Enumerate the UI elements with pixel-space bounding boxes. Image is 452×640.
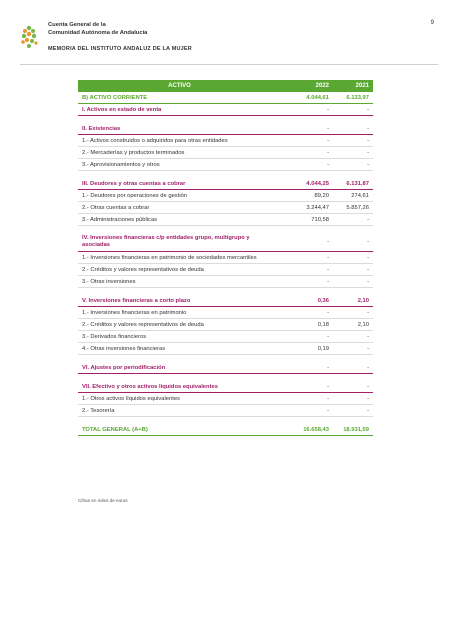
value-2022: - [281, 276, 333, 288]
value-2021: - [333, 147, 373, 159]
row-label: TOTAL GENERAL (A+B) [78, 424, 281, 436]
row-label: 3.- Derivados financieros [78, 331, 281, 343]
value-2022: - [281, 104, 333, 116]
row-label: II. Existencias [78, 123, 281, 135]
balance-table [78, 80, 373, 436]
item-row [78, 202, 373, 214]
row-label: 3.- Administraciones públicas [78, 214, 281, 226]
spacer-row [78, 288, 373, 296]
spacer-cell [78, 374, 373, 382]
value-2022: - [281, 381, 333, 393]
item-row [78, 214, 373, 226]
value-2021: - [333, 123, 373, 135]
value-2022: - [281, 233, 333, 252]
item-row [78, 319, 373, 331]
item-row [78, 343, 373, 355]
value-2022: - [281, 307, 333, 319]
value-2021: - [333, 343, 373, 355]
value-2022: - [281, 159, 333, 171]
value-2021: - [333, 276, 373, 288]
value-2021: 6.131,87 [333, 178, 373, 190]
value-2022: 0,18 [281, 319, 333, 331]
row-label: 3.- Otras inversiones [78, 276, 281, 288]
value-2022: - [281, 252, 333, 264]
value-2022: 0,19 [281, 343, 333, 355]
row-label: III. Deudores y otras cuentas a cobrar [78, 178, 281, 190]
item-row [78, 135, 373, 147]
value-2021: - [333, 307, 373, 319]
spacer-cell [78, 355, 373, 363]
row-label: V. Inversiones financieras a corto plazo [78, 295, 281, 307]
value-2022: - [281, 135, 333, 147]
section-row [78, 178, 373, 190]
section-total-row [78, 92, 373, 104]
row-label: B) ACTIVO CORRIENTE [78, 92, 281, 104]
header-title-line1: Cuenta General de la [48, 22, 106, 28]
value-2022: 0,36 [281, 295, 333, 307]
header-2021: 2021 [333, 80, 373, 92]
item-row [78, 147, 373, 159]
value-2021: 5.857,26 [333, 202, 373, 214]
value-2021: - [333, 264, 373, 276]
header-subtitle: MEMORIA DEL INSTITUTO ANDALUZ DE LA MUJER [48, 46, 192, 52]
section-row [78, 104, 373, 116]
value-2022: - [281, 362, 333, 374]
value-2021: 274,61 [333, 190, 373, 202]
item-row [78, 190, 373, 202]
value-2021: - [333, 393, 373, 405]
row-label: 2.- Otras cuentas a cobrar [78, 202, 281, 214]
value-2022: 3.244,47 [281, 202, 333, 214]
spacer-cell [78, 171, 373, 179]
row-label: 1.- Inversiones financieras en patrimonio de sociedades mercantiles [78, 252, 281, 264]
value-2022: - [281, 331, 333, 343]
value-2022: - [281, 393, 333, 405]
value-2021: - [333, 331, 373, 343]
spacer-cell [78, 417, 373, 425]
row-label: 1.- Otros activos líquidos equivalentes [78, 393, 281, 405]
row-label: 2.- Créditos y valores representativos de deuda [78, 319, 281, 331]
row-label: IV. Inversiones financieras c/p entidades grupo, multigrupo y asociadas [78, 233, 281, 252]
spacer-cell [78, 226, 373, 234]
value-2021: - [333, 159, 373, 171]
item-row [78, 331, 373, 343]
row-label: 1.- Deudores por operaciones de gestión [78, 190, 281, 202]
row-label: VII. Efectivo y otros activos líquidos equivalentes [78, 381, 281, 393]
item-row [78, 276, 373, 288]
item-row [78, 264, 373, 276]
row-label: 3.- Aprovisionamientos y otros [78, 159, 281, 171]
header-activo: ACTIVO [78, 80, 281, 92]
value-2021: 2,10 [333, 295, 373, 307]
header-title-line2: Comunidad Autónoma de Andalucía [48, 30, 148, 36]
section-row [78, 233, 373, 252]
section-row [78, 295, 373, 307]
section-row [78, 123, 373, 135]
section-row [78, 381, 373, 393]
row-label: 2.- Mercaderías y productos terminados [78, 147, 281, 159]
item-row [78, 405, 373, 417]
spacer-cell [78, 288, 373, 296]
row-label: 4.- Otras inversiones financieras [78, 343, 281, 355]
value-2021: - [333, 104, 373, 116]
row-label: I. Activos en estado de venta [78, 104, 281, 116]
row-label: VI. Ajustes por periodificación [78, 362, 281, 374]
spacer-row [78, 355, 373, 363]
value-2022: 4.044,25 [281, 178, 333, 190]
value-2021: - [333, 233, 373, 252]
item-row [78, 252, 373, 264]
spacer-row [78, 116, 373, 124]
value-2022: 16.658,43 [281, 424, 333, 436]
value-2021: 18.931,59 [333, 424, 373, 436]
row-label: 2.- Tesorería [78, 405, 281, 417]
row-label: 2.- Créditos y valores representativos de deuda [78, 264, 281, 276]
row-label: 1.- Activos construidos o adquiridos para otras entidades [78, 135, 281, 147]
row-label: 1.- Inversiones financieras en patrimonio [78, 307, 281, 319]
value-2022: 89,20 [281, 190, 333, 202]
grand-total-row [78, 424, 373, 436]
value-2022: 710,58 [281, 214, 333, 226]
footnote: Cifras en miles de euros [78, 498, 128, 503]
value-2021: - [333, 405, 373, 417]
item-row [78, 393, 373, 405]
header-2022: 2022 [281, 80, 333, 92]
value-2021: - [333, 381, 373, 393]
value-2021: 2,10 [333, 319, 373, 331]
spacer-row [78, 417, 373, 425]
item-row [78, 307, 373, 319]
value-2022: - [281, 147, 333, 159]
value-2022: 4.044,61 [281, 92, 333, 104]
value-2021: - [333, 135, 373, 147]
table-header-row [78, 80, 373, 92]
spacer-row [78, 226, 373, 234]
value-2022: - [281, 123, 333, 135]
value-2021: - [333, 252, 373, 264]
value-2022: - [281, 264, 333, 276]
institution-logo-icon [20, 22, 42, 52]
section-row [78, 362, 373, 374]
spacer-row [78, 171, 373, 179]
spacer-row [78, 374, 373, 382]
document-header [20, 20, 440, 60]
spacer-cell [78, 116, 373, 124]
header-divider [20, 64, 438, 65]
value-2021: 6.133,97 [333, 92, 373, 104]
item-row [78, 159, 373, 171]
page-number: 9 [430, 20, 434, 26]
value-2021: - [333, 362, 373, 374]
value-2022: - [281, 405, 333, 417]
value-2021: - [333, 214, 373, 226]
